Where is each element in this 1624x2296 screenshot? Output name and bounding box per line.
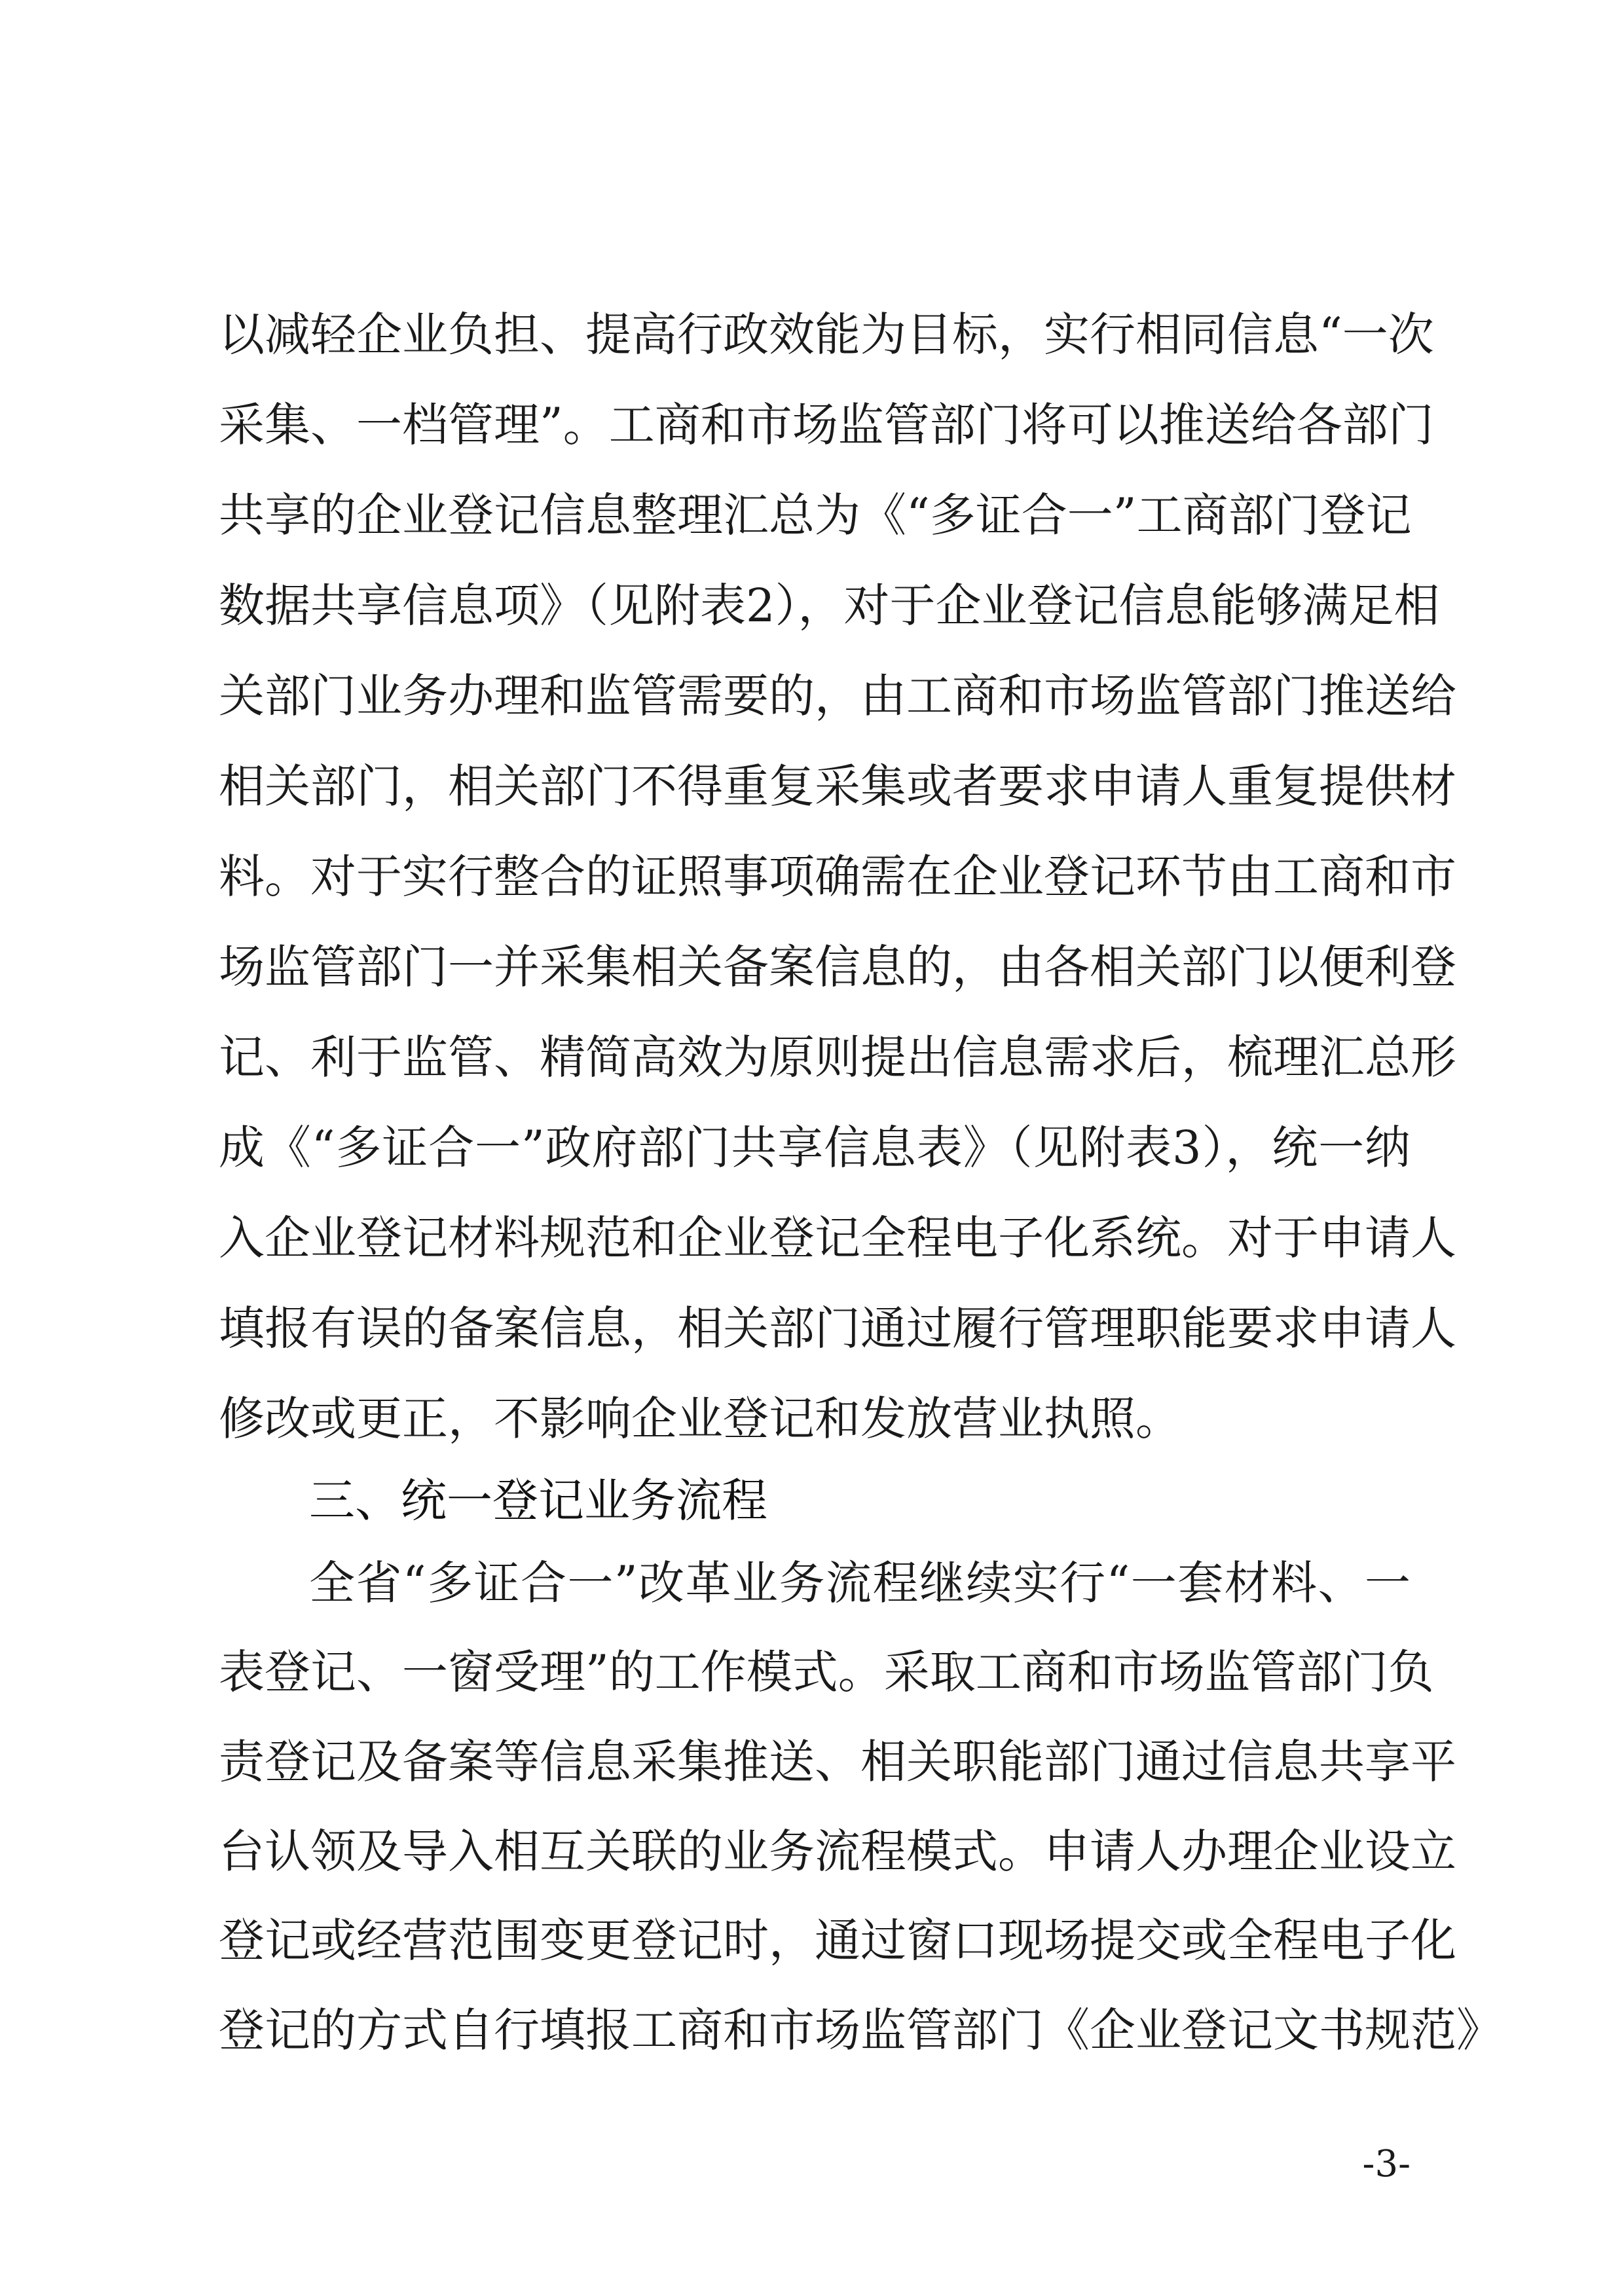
paragraph-1-line-6: 相关部门，相关部门不得重复采集或者要求申请人重复提供材	[219, 759, 1456, 813]
paragraph-2-line-4: 台认领及导入相互关联的业务流程模式。申请人办理企业设立	[219, 1825, 1456, 1878]
paragraph-1-line-9: 记、利于监管、精简高效为原则提出信息需求后，梳理汇总形	[219, 1030, 1456, 1084]
paragraph-1-line-3: 共享的企业登记信息整理汇总为《“多证合一”工商部门登记	[219, 488, 1412, 542]
paragraph-2-line-5: 登记或经营范围变更登记时，通过窗口现场提交或全程电子化	[219, 1914, 1456, 1967]
paragraph-1-line-4: 数据共享信息项》（见附表2），对于企业登记信息能够满足相	[219, 579, 1440, 632]
paragraph-2-line-2: 表登记、一窗受理”的工作模式。采取工商和市场监管部门负	[219, 1645, 1434, 1699]
paragraph-1-line-7: 料。对于实行整合的证照事项确需在企业登记环节由工商和市	[219, 850, 1456, 903]
paragraph-1-line-8: 场监管部门一并采集相关备案信息的，由各相关部门以便利登	[219, 940, 1456, 994]
paragraph-2-line-1: 全省“多证合一”改革业务流程继续实行“一套材料、一	[309, 1556, 1411, 1610]
paragraph-1-line-5: 关部门业务办理和监管需要的，由工商和市场监管部门推送给	[219, 669, 1456, 723]
paragraph-1-line-12: 填报有误的备案信息，相关部门通过履行管理职能要求申请人	[219, 1302, 1456, 1355]
paragraph-1-line-1: 以减轻企业负担、提高行政效能为目标，实行相同信息“一次	[219, 308, 1434, 361]
paragraph-2-line-3: 责登记及备案等信息采集推送、相关职能部门通过信息共享平	[219, 1735, 1456, 1789]
paragraph-2-line-6: 登记的方式自行填报工商和市场监管部门《企业登记文书规范》	[219, 2003, 1502, 2057]
paragraph-1-line-13: 修改或更正，不影响企业登记和发放营业执照。	[219, 1392, 1181, 1446]
paragraph-1-line-2: 采集、一档管理”。工商和市场监管部门将可以推送给各部门	[219, 398, 1434, 452]
paragraph-1-line-11: 入企业登记材料规范和企业登记全程电子化系统。对于申请人	[219, 1211, 1456, 1265]
page-number: -3-	[1362, 2143, 1411, 2185]
section-heading: 三、统一登记业务流程	[309, 1474, 767, 1527]
paragraph-1-line-10: 成《“多证合一”政府部门共享信息表》（见附表3），统一纳	[219, 1121, 1411, 1175]
